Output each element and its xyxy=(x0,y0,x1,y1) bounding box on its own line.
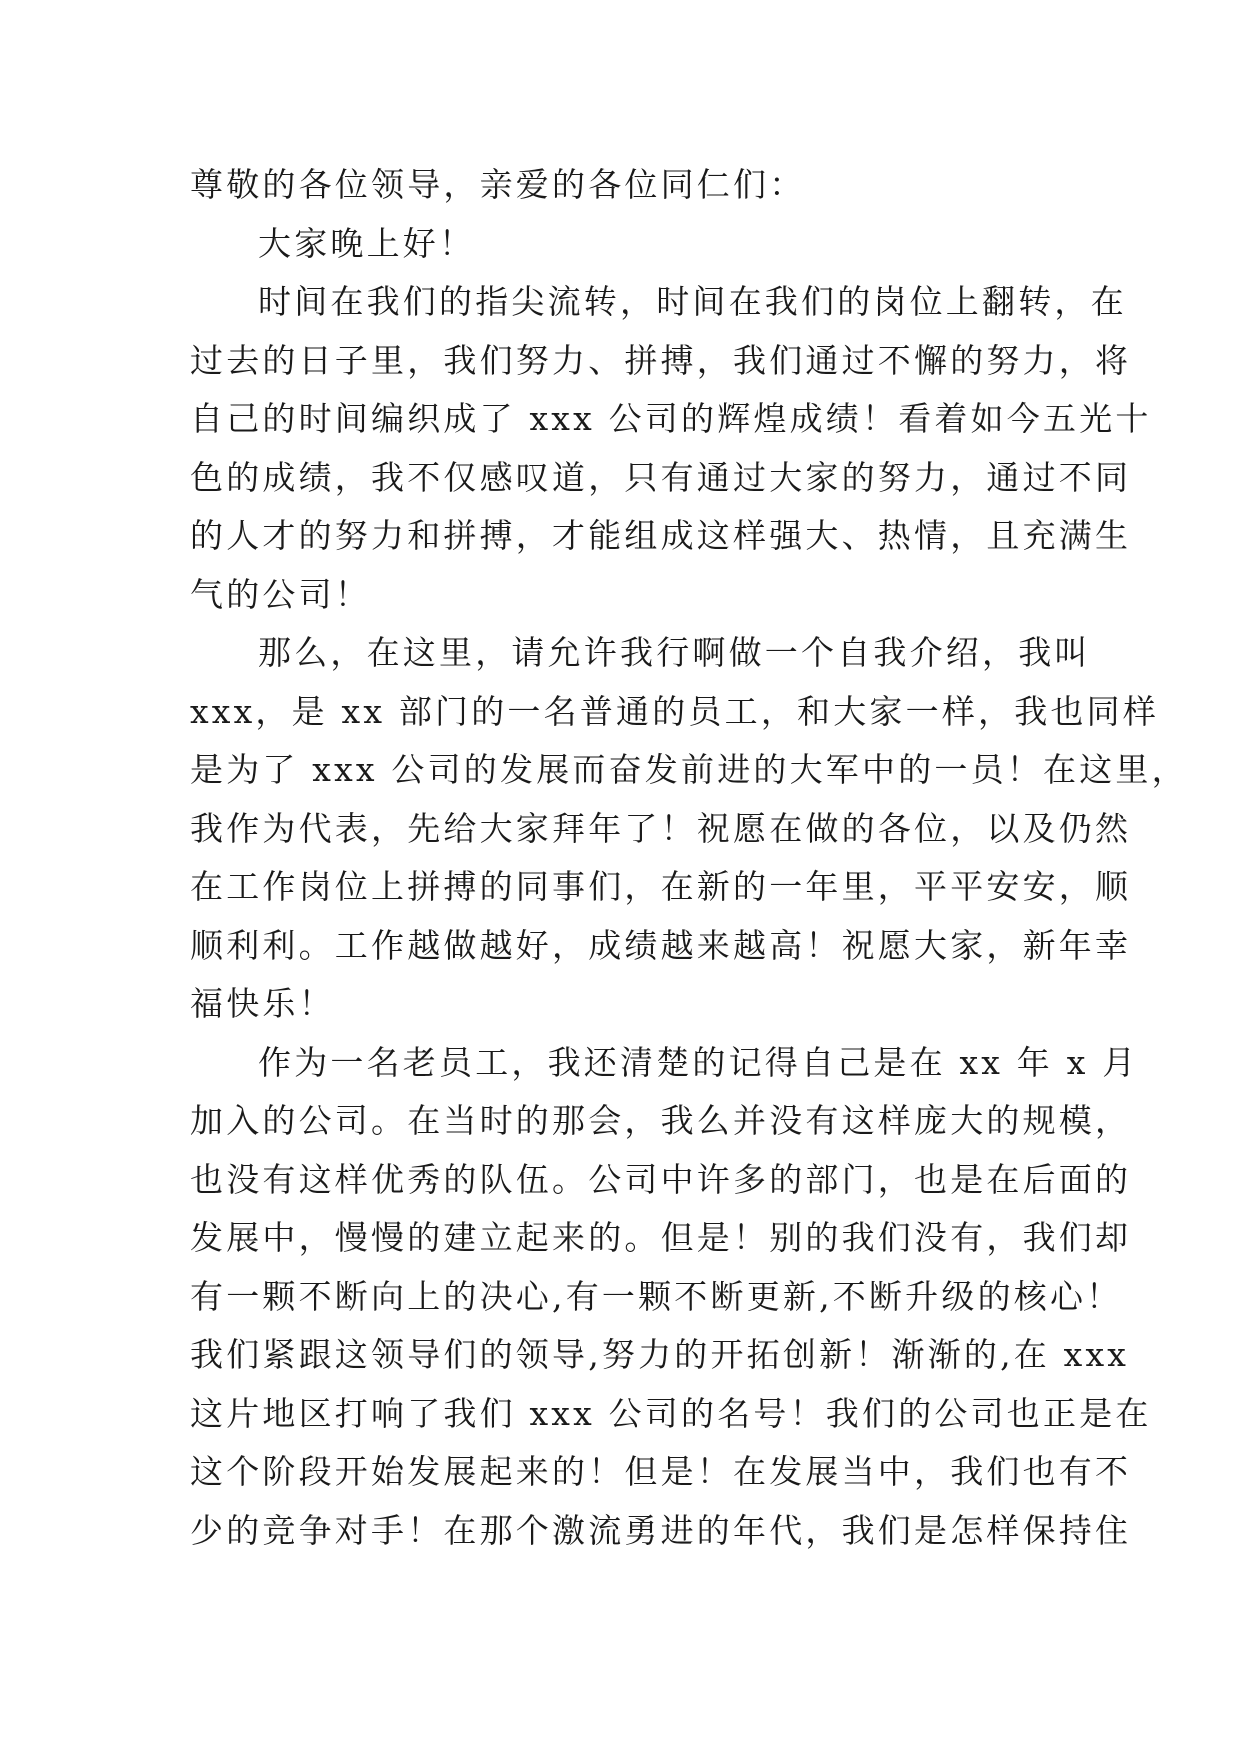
text-line: xxx，是 xx 部门的一名普通的员工，和大家一样，我也同样 xyxy=(190,691,1160,731)
text-line: 发展中，慢慢的建立起来的。但是！别的我们没有，我们却 xyxy=(190,1218,1132,1257)
text-line: 是为了 xxx 公司的发展而奋发前进的大军中的一员！在这里， xyxy=(190,750,1188,789)
text-line: 我作为代表，先给大家拜年了！祝愿在做的各位，以及仍然 xyxy=(190,808,1132,848)
text-line: 加入的公司。在当时的那会，我么并没有这样庞大的规模， xyxy=(190,1101,1132,1140)
text-line: 少的竞争对手！在那个激流勇进的年代，我们是怎样保持住 xyxy=(190,1510,1132,1550)
text-line: 大家晚上好！ xyxy=(258,223,476,263)
text-line: 在工作岗位上拼搏的同事们，在新的一年里，平平安安，顺 xyxy=(190,867,1132,906)
text-line: 时间在我们的指尖流转，时间在我们的岗位上翻转，在 xyxy=(258,282,1127,321)
document-body xyxy=(190,156,1188,1560)
text-line: 自己的时间编织成了 xxx 公司的辉煌成绩！看着如今五光十 xyxy=(190,399,1152,438)
text-line: 也没有这样优秀的队伍。公司中许多的部门，也是在后面的 xyxy=(190,1159,1132,1199)
text-line: 有一颗不断向上的决心,有一颗不断更新,不断升级的核心！ xyxy=(190,1276,1123,1316)
text-line: 气的公司！ xyxy=(190,574,371,614)
text-line: 我们紧跟这领导们的领导,努力的开拓创新！渐渐的,在 xxx xyxy=(190,1335,1130,1374)
text-line: 福快乐！ xyxy=(190,984,335,1023)
text-line: 过去的日子里，我们努力、拼搏，我们通过不懈的努力，将 xyxy=(190,340,1132,380)
text-line: 色的成绩，我不仅感叹道，只有通过大家的努力，通过不同 xyxy=(190,457,1132,497)
text-line: 的人才的努力和拼搏，才能组成这样强大、热情，且充满生 xyxy=(190,516,1132,555)
text-line: 这片地区打响了我们 xxx 公司的名号！我们的公司也正是在 xyxy=(190,1393,1152,1433)
text-line: 这个阶段开始发展起来的！但是！在发展当中，我们也有不 xyxy=(190,1452,1132,1491)
text-line: 尊敬的各位领导，亲爱的各位同仁们： xyxy=(190,165,806,204)
text-line: 那么，在这里，请允许我行啊做一个自我介绍，我叫 xyxy=(258,633,1091,672)
text-line: 作为一名老员工，我还清楚的记得自己是在 xx 年 x 月 xyxy=(258,1042,1139,1082)
text-line: 顺利利。工作越做越好，成绩越来越高！祝愿大家，新年幸 xyxy=(190,925,1132,965)
